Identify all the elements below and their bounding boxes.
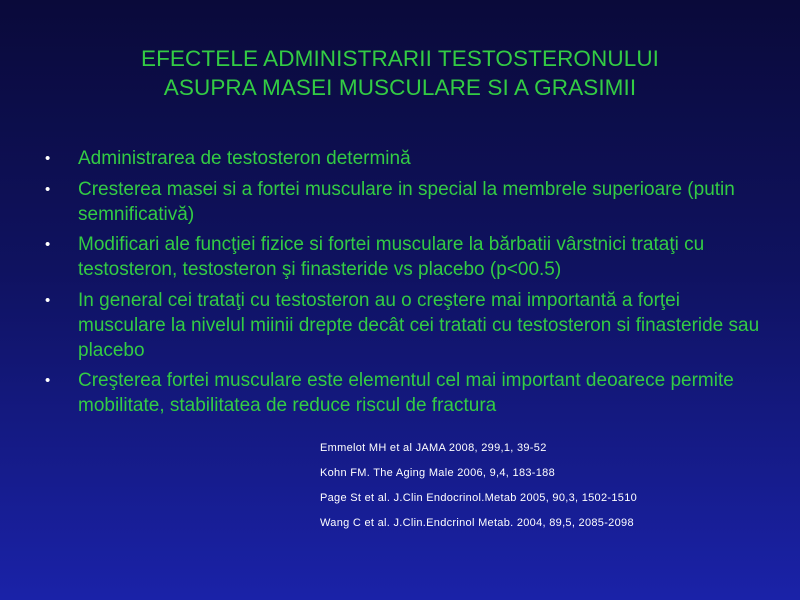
bullet-text: Creşterea fortei musculare este elementul cel mai important deoarece permite mobilitate, stabilitatea de reduce riscul de fractura xyxy=(78,370,734,416)
reference-item: Wang C et al. J.Clin.Endcrinol Metab. 2004, 89,5, 2085-2098 xyxy=(320,517,634,529)
bullet-list xyxy=(45,146,765,424)
slide-title xyxy=(40,44,760,102)
reference-item: Page St et al. J.Clin Endocrinol.Metab 2005, 90,3, 1502-1510 xyxy=(320,492,638,504)
title-line-1: EFECTELE ADMINISTRARII TESTOSTERONULUI xyxy=(140,46,660,71)
bullet-item xyxy=(45,146,765,171)
reference-item: Emmelot MH et al JAMA 2008, 299,1, 39-52 xyxy=(320,442,547,454)
bullet-dot-icon: • xyxy=(45,236,51,253)
bullet-item xyxy=(45,177,765,227)
reference-item: Kohn FM. The Aging Male 2006, 9,4, 183-188 xyxy=(320,467,555,479)
bullet-dot-icon: • xyxy=(45,180,51,198)
references xyxy=(320,436,637,536)
bullet-item xyxy=(45,288,765,363)
bullet-dot-icon: • xyxy=(45,372,51,389)
title-line-2: ASUPRA MASEI MUSCULARE SI A GRASIMII xyxy=(163,75,637,100)
bullet-dot-icon: • xyxy=(45,291,51,309)
bullet-text: Administrarea de testosteron determină xyxy=(78,148,411,169)
bullet-item xyxy=(45,232,765,282)
bullet-item xyxy=(45,368,765,418)
bullet-dot-icon: • xyxy=(45,150,51,167)
bullet-text: Modificari ale funcţiei fizice si fortei musculare la bărbatii vârstnici trataţi cu testosteron, testosteron şi finasteride vs placebo (p<00.5) xyxy=(78,234,705,280)
bullet-text: In general cei trataţi cu testosteron au o creştere mai importantă a forţei musculare la nivelul miinii drepte decât cei tratati cu testosteron si finasteride sau placebo xyxy=(78,289,760,361)
bullet-text: Cresterea masei si a fortei musculare in special la membrele superioare (putin semnificativă) xyxy=(78,178,735,225)
